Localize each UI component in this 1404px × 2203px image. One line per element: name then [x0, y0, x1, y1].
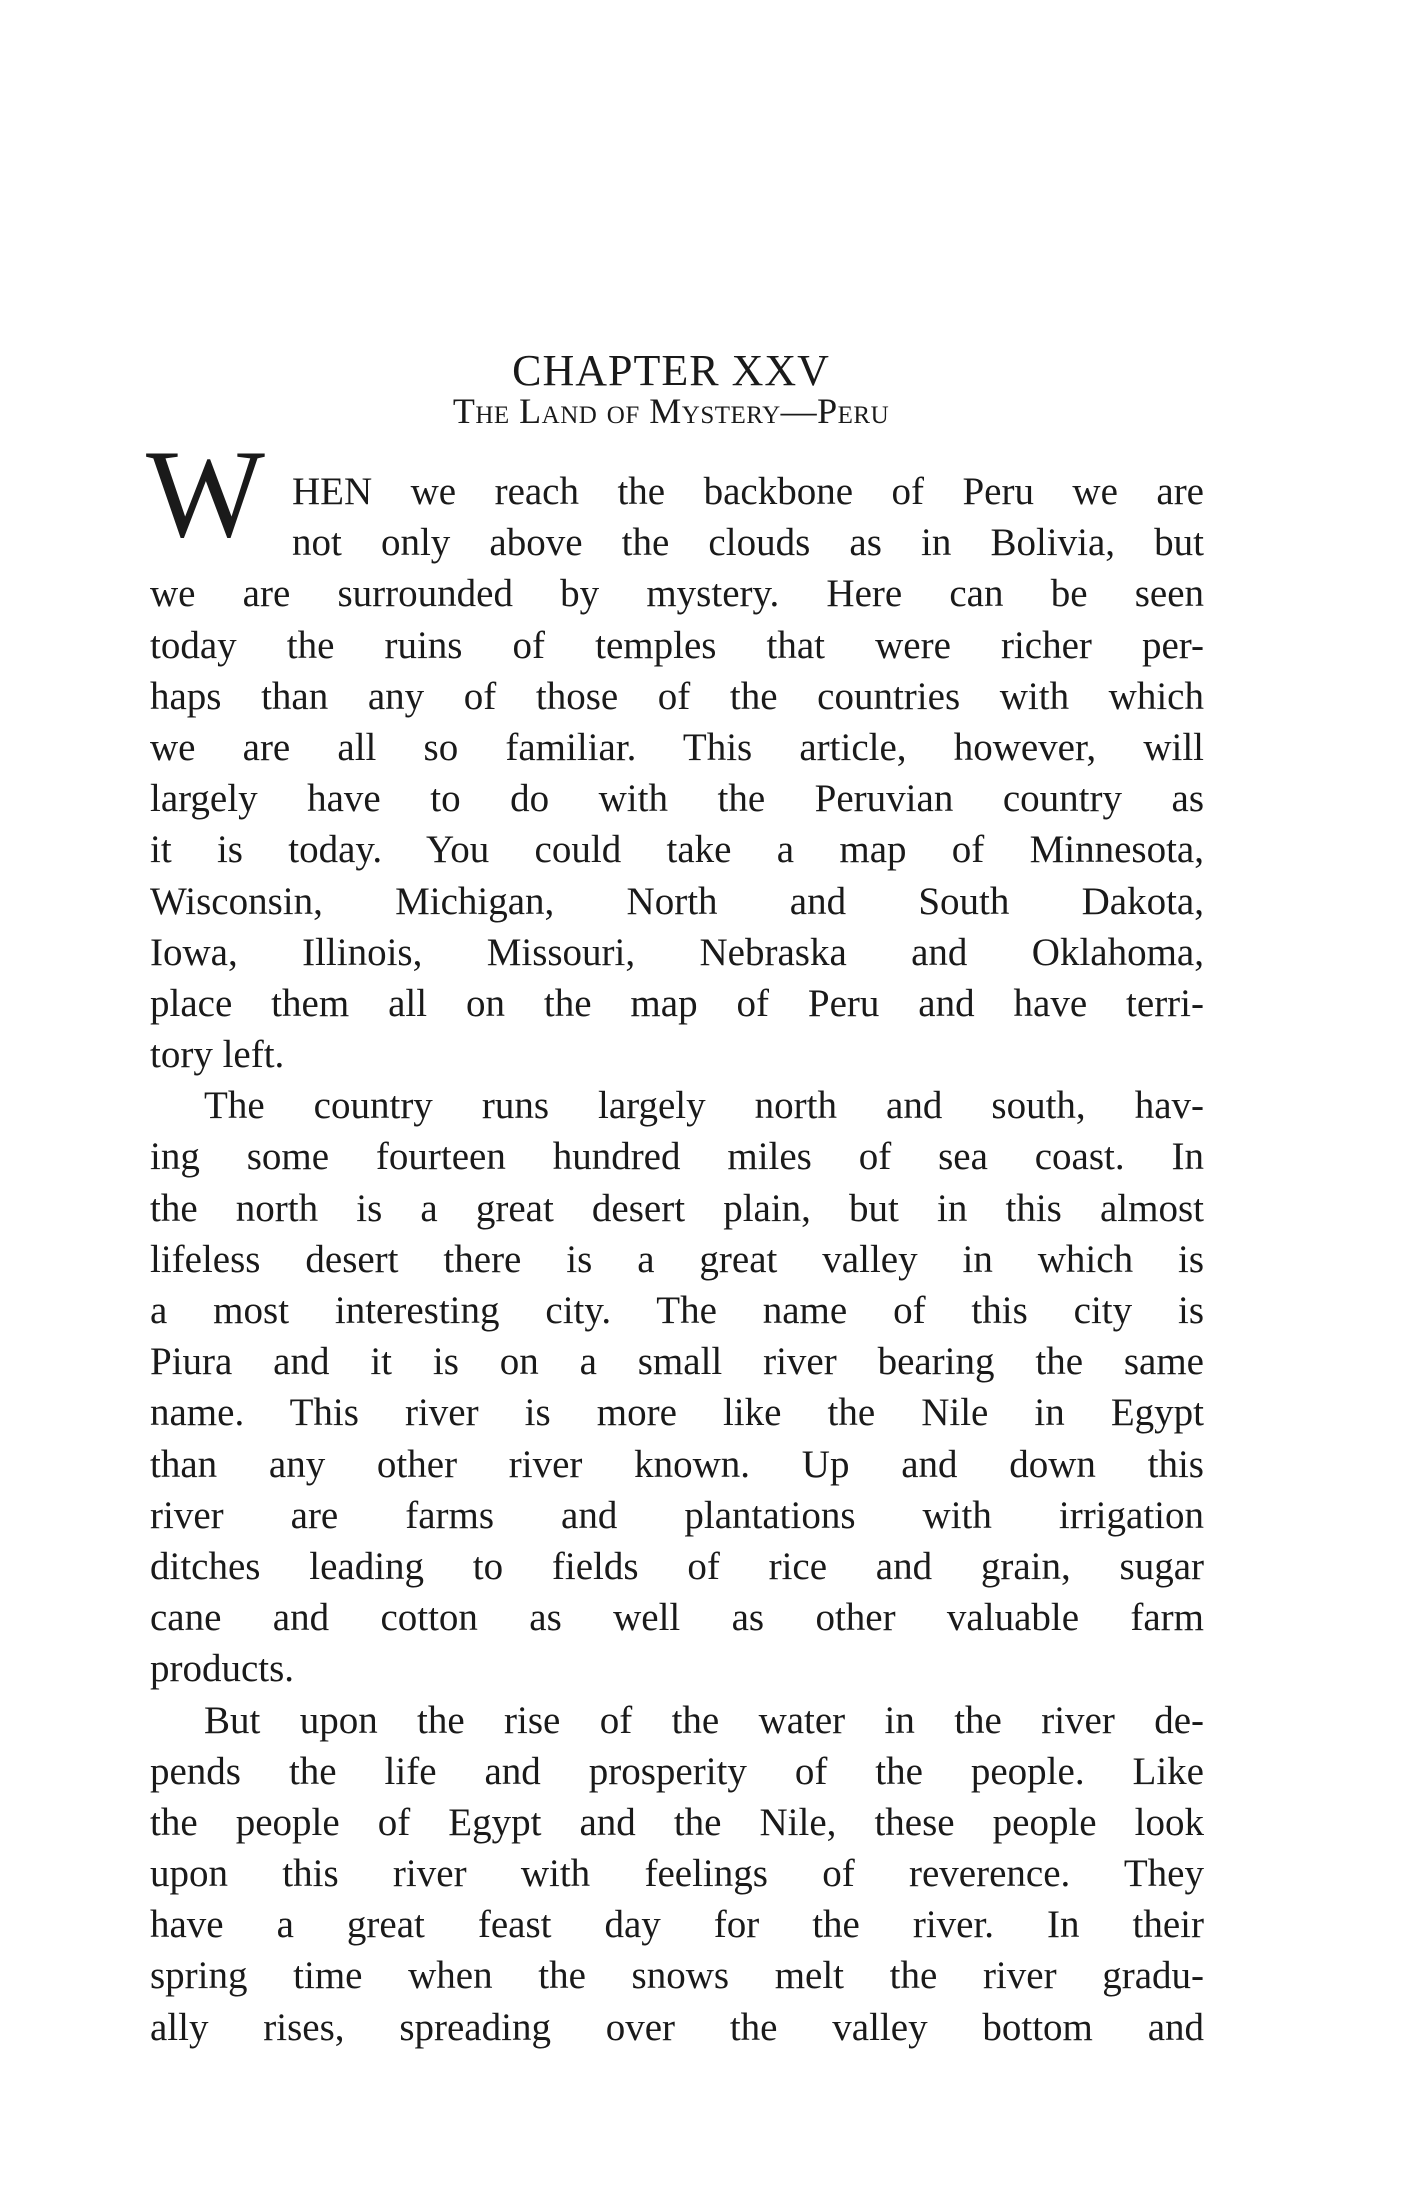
text-line: place them all on the map of Peru and have terri-: [150, 981, 1204, 1025]
text-line: we are surrounded by mystery. Here can be seen: [150, 572, 1204, 616]
drop-cap: W: [146, 425, 265, 564]
text-line: ing some fourteen hundred miles of sea coast. In: [150, 1135, 1204, 1179]
text-line: Wisconsin, Michigan, North and South Dakota,: [150, 879, 1204, 923]
text-line: spring time when the snows melt the river gradu-: [150, 1954, 1204, 1998]
text-line: upon this river with feelings of reverence. They: [150, 1852, 1204, 1896]
text-line: The country runs largely north and south, hav-: [204, 1084, 1204, 1128]
text-line: a most interesting city. The name of this city is: [150, 1289, 1204, 1332]
paragraph: [150, 1695, 1204, 2053]
text-line: lifeless desert there is a great valley in which is: [150, 1237, 1204, 1281]
text-line: today the ruins of temples that were richer per-: [150, 623, 1204, 667]
text-line: we are all so familiar. This article, however, will: [150, 725, 1204, 769]
text-line: the people of Egypt and the Nile, these people look: [150, 1800, 1204, 1844]
text-line: not only above the clouds as in Bolivia, but: [292, 521, 1204, 565]
text-line: Iowa, Illinois, Missouri, Nebraska and Oklahoma,: [150, 930, 1204, 974]
chapter-subtitle: The Land of Mystery—Peru: [452, 391, 890, 431]
text-line: cane and cotton as well as other valuable farm: [150, 1596, 1204, 1640]
paragraph: [150, 1080, 1204, 1694]
text-line: than any other river known. Up and down this: [150, 1442, 1204, 1486]
text-line: the north is a great desert plain, but in this almost: [150, 1186, 1204, 1230]
chapter-title: CHAPTER XXV: [512, 346, 830, 395]
text-line: it is today. You could take a map of Minnesota,: [150, 828, 1204, 872]
text-line: HEN we reach the backbone of Peru we are: [292, 470, 1204, 513]
text-line: largely have to do with the Peruvian country as: [150, 777, 1204, 821]
text-line: river are farms and plantations with irrigation: [150, 1493, 1204, 1537]
text-line: pends the life and prosperity of the people. Like: [150, 1749, 1204, 1793]
text-line: ally rises, spreading over the valley bottom and: [150, 2005, 1204, 2049]
text-line: ditches leading to fields of rice and grain, sugar: [150, 1544, 1204, 1588]
paragraph: [150, 466, 1204, 1080]
text-line: have a great feast day for the river. In their: [150, 1903, 1204, 1947]
text-line: name. This river is more like the Nile in Egypt: [150, 1391, 1204, 1435]
text-line: Piura and it is on a small river bearing the same: [150, 1340, 1204, 1384]
body-text: [150, 466, 1204, 2053]
text-line: But upon the rise of the water in the river de-: [204, 1698, 1204, 1742]
text-line: products.: [150, 1647, 295, 1691]
text-line: haps than any of those of the countries with which: [150, 674, 1204, 718]
text-line: tory left.: [150, 1033, 285, 1077]
